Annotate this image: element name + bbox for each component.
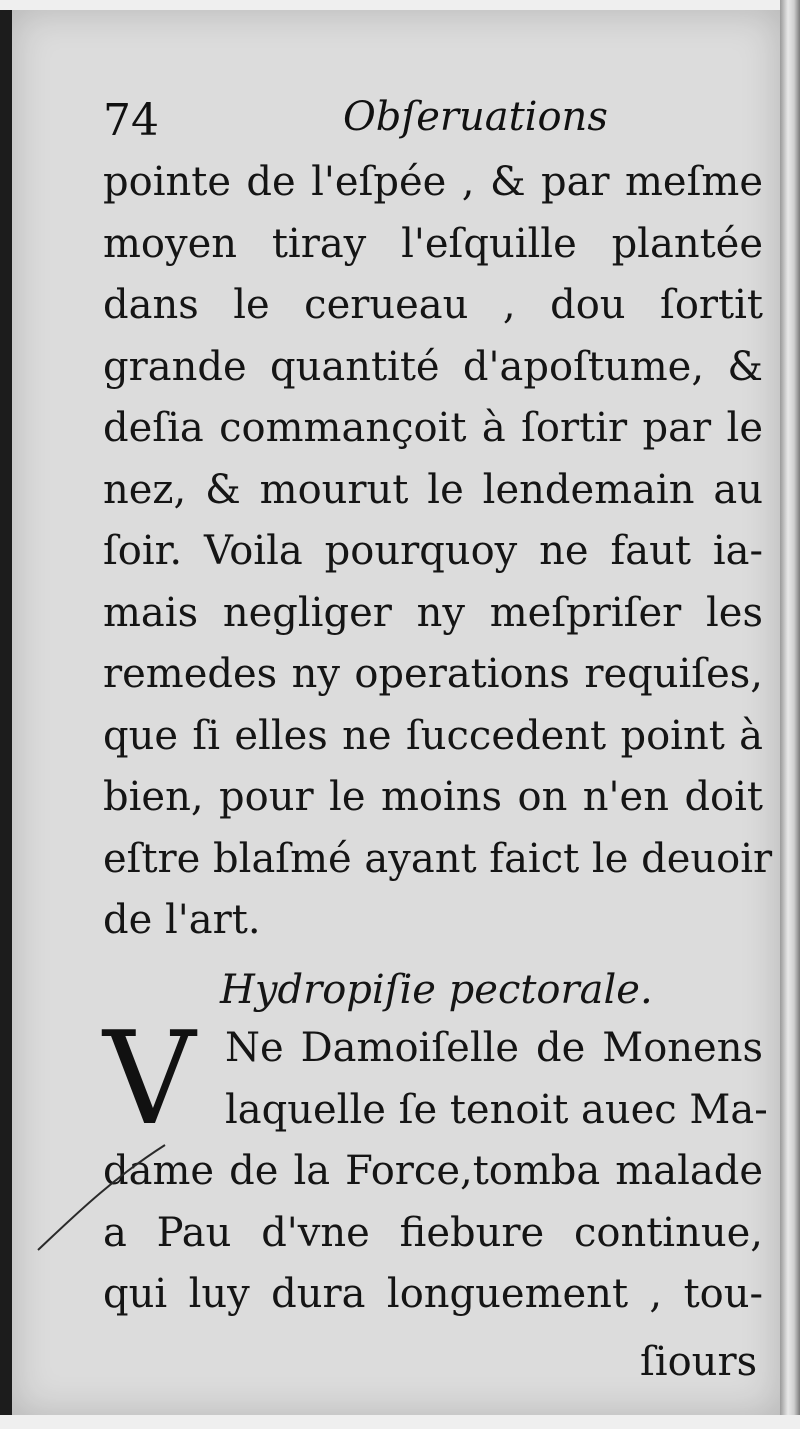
scan-top-edge	[0, 0, 800, 10]
text-line: laquelle ſe tenoit auec Ma-	[225, 1086, 768, 1133]
text-line: dans le cerueau , dou ſortit	[103, 282, 763, 328]
section-title: Hydropiſie pectorale.	[220, 967, 653, 1013]
text-line: de l'art.	[103, 897, 261, 943]
text-line: eſtre blaſmé ayant faict le deuoir	[103, 835, 773, 882]
text-line: nez, & mourut le lendemain au	[103, 466, 763, 513]
text-line: mais negliger ny meſpriſer les	[103, 589, 763, 636]
text-line: dame de la Force,tomba malade	[103, 1148, 763, 1194]
text-line: Ne Damoiſelle de Monens	[225, 1025, 763, 1071]
text-line: qui luy dura longuement , tou-	[103, 1271, 763, 1317]
text-line: que ſi elles ne ſuccedent point à	[103, 712, 763, 759]
paragraph-2	[103, 1005, 768, 1326]
text-line: bien, pour le moins on n'en doit	[103, 774, 763, 820]
page-number: 74	[103, 95, 159, 146]
page-header	[103, 92, 763, 152]
text-line: moyen tiray l'eſquille plantée	[103, 220, 763, 267]
text-line: remedes ny operations requiſes,	[103, 651, 763, 697]
running-head: Obſeruations	[343, 94, 608, 140]
scan-bottom-edge	[0, 1415, 800, 1429]
drop-cap: V	[103, 1005, 196, 1154]
text-line: deſia commançoit à ſortir par le	[103, 405, 763, 451]
text-line: a Pau d'vne fiebure continue,	[103, 1209, 763, 1256]
catchword: ſiours	[640, 1339, 758, 1385]
page-gutter	[780, 0, 800, 1429]
text-line: pointe de l'eſpée , & par meſme	[103, 159, 763, 205]
pen-mark-icon	[30, 1140, 170, 1260]
text-line: ſoir. Voila pourquoy ne faut ia-	[103, 528, 763, 574]
paragraph-1	[103, 152, 773, 952]
text-line: grande quantité d'apoſtume, &	[103, 343, 763, 390]
